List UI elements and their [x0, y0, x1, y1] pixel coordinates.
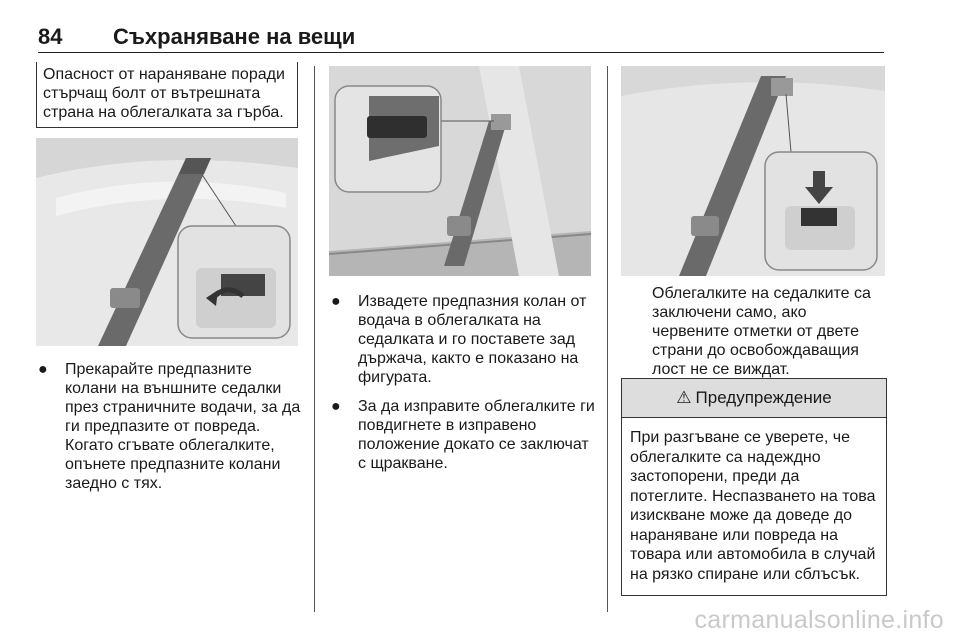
- page-number: 84: [38, 24, 63, 49]
- bullet-dot: ●: [331, 293, 341, 310]
- illustration-belt-holder: [329, 66, 591, 276]
- list-item-text: Извадете предпазния колан от водача в облегалката на седалката и го поставете зад държача, както е показано на фигурата.: [358, 293, 587, 386]
- bolt-warning-text: Опасност от нараняване поради стърчащ болт от вътрешната страна на облегалката за гърба.: [43, 66, 285, 121]
- list-item: [329, 292, 601, 387]
- illustration-seatbelt-guide: [36, 138, 298, 346]
- middle-instructions: [329, 292, 601, 483]
- warning-box: [621, 378, 887, 596]
- warning-heading: Предупреждение: [695, 388, 832, 407]
- bullet-dot: ●: [331, 398, 341, 415]
- bolt-warning-box: [36, 62, 298, 128]
- column-divider-1: [314, 66, 315, 612]
- list-item-text: Прекарайте предпазните колани на външните седалки през страничните водачи, за да ги предпазите от повреда. Когато сгъвате облегалките, опънете предпазните колани заедно с тях.: [65, 361, 301, 492]
- lock-info-text: Облегалките на седалките са заключени само, ако червените отметки от двете страни до освобождаващия лост не се виждат.: [652, 285, 871, 378]
- list-item-text: За да изправите облегалките ги повдигнете в изправено положение докато се заключат с щракване.: [358, 398, 595, 472]
- column-divider-2: [607, 66, 608, 612]
- bullet-dot: ●: [38, 361, 48, 378]
- warning-header: [622, 379, 886, 418]
- page-header: [38, 22, 884, 53]
- page-title: Съхраняване на вещи: [113, 24, 356, 49]
- left-instructions: [36, 360, 302, 503]
- list-item: [36, 360, 302, 493]
- warning-triangle-icon: ⚠: [676, 388, 692, 407]
- list-item: [329, 397, 601, 473]
- illustration-release-lever: [621, 66, 885, 276]
- warning-body: При разгъване се уверете, че облегалките са надеждно застопорени, преди да потеглите. Неспазването на това изискване може да доведе до нараняване или повреда на товара или автомобила в случай на рязко спиране или сблъсък.: [630, 429, 876, 583]
- site-watermark: carmanualsonline.info: [694, 606, 944, 634]
